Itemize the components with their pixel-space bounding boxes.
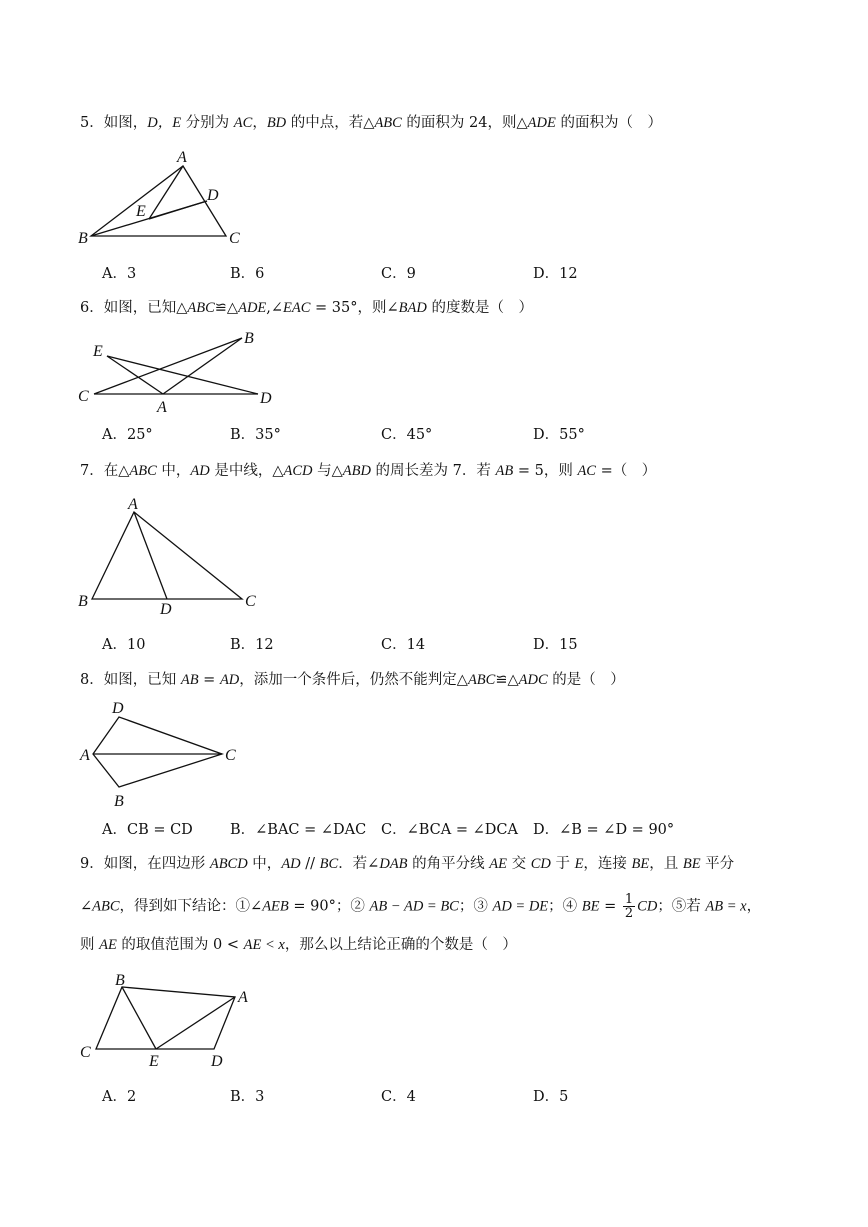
q9-option-c[interactable]: C．4 (381, 1089, 416, 1105)
q5-option-a[interactable]: A．3 (102, 266, 137, 282)
segment-ba (163, 338, 242, 394)
label-c: C (80, 1044, 91, 1061)
label-b: B (78, 230, 88, 247)
label-c: C (78, 388, 89, 405)
q9-option-b[interactable]: B．3 (230, 1089, 265, 1105)
question-6-figure (70, 325, 290, 415)
question-9-line-3: 则 AE 的取值范围为 0 < AE < x，那么以上结论正确的个数是（ ） (80, 937, 517, 953)
segment-ae (149, 166, 183, 219)
label-a: A (80, 747, 90, 764)
q6-option-a[interactable]: A．25° (102, 427, 153, 443)
q9-option-d[interactable]: D．5 (533, 1089, 569, 1105)
q7-option-a[interactable]: A．10 (102, 637, 146, 653)
q8-option-c[interactable]: C．∠BCA = ∠DCA (381, 822, 518, 838)
q7-option-b[interactable]: B．12 (230, 637, 274, 653)
label-d: D (160, 601, 172, 618)
q6-option-d[interactable]: D．55° (533, 427, 585, 443)
q5-option-c[interactable]: C．9 (381, 266, 416, 282)
segment-cb (94, 338, 242, 394)
segment-ed (107, 356, 258, 394)
label-a: A (177, 149, 187, 166)
q5-option-d[interactable]: D．12 (533, 266, 578, 282)
q6-option-c[interactable]: C．45° (381, 427, 433, 443)
question-9-line-2: ∠ABC，得到如下结论：①∠AEB = 90°；② AB − AD = BC；③ AD = DE；④ BE = $\frac{1}{2}$ CD；⑤若 AB = x， (80, 892, 762, 921)
question-7-stem: 7．在△ABC 中，AD 是中线，△ACD 与△ABD 的周长差为 7．若 AB = 5，则 AC =（ ） (80, 463, 657, 479)
question-7-figure (70, 492, 270, 617)
question-5-figure (70, 145, 260, 250)
label-c: C (245, 593, 256, 610)
label-c: C (229, 230, 240, 247)
q9-option-a[interactable]: A．2 (102, 1089, 137, 1105)
label-e: E (149, 1053, 159, 1070)
q5-option-b[interactable]: B．6 (230, 266, 265, 282)
fraction-one-half: $\frac{1}{2}$ (624, 892, 634, 921)
label-e: E (93, 343, 103, 360)
quadrilateral-abcd (96, 987, 235, 1049)
label-a: A (238, 989, 248, 1006)
label-a: A (157, 399, 167, 416)
q8-option-a[interactable]: A．CB = CD (102, 822, 193, 838)
label-d: D (211, 1053, 223, 1070)
question-8-figure (70, 698, 260, 810)
label-e: E (136, 203, 146, 220)
q8-option-b[interactable]: B．∠BAC = ∠DAC (230, 822, 367, 838)
q8-option-d[interactable]: D．∠B = ∠D = 90° (533, 822, 675, 838)
question-9-figure (70, 968, 270, 1070)
question-9-line-1: 9．如图，在四边形 ABCD 中，AD // BC．若∠DAB 的角平分线 AE 交 CD 于 E，连接 BE，且 BE 平分 (80, 856, 735, 872)
q7-option-c[interactable]: C．14 (381, 637, 426, 653)
segment-ea (107, 356, 163, 394)
label-b: B (115, 972, 125, 989)
q7-option-d[interactable]: D．15 (533, 637, 578, 653)
label-c: C (225, 747, 236, 764)
label-a: A (128, 496, 138, 513)
segment-ed (149, 201, 207, 219)
question-6-stem: 6．如图，已知△ABC≌△ADE,∠EAC = 35°，则∠BAD 的度数是（ ） (80, 300, 533, 316)
question-8-stem: 8．如图，已知 AB = AD，添加一个条件后，仍然不能判定△ABC≌△ADC 的是（ ） (80, 672, 625, 688)
label-d: D (207, 187, 219, 204)
label-b: B (244, 330, 254, 347)
label-d: D (112, 700, 124, 717)
question-5-stem: 5．如图，D，E 分别为 AC，BD 的中点，若△ABC 的面积为 24，则△ADE 的面积为（ ） (80, 115, 662, 131)
q6-option-b[interactable]: B．35° (230, 427, 281, 443)
segment-ae (156, 997, 235, 1049)
label-b: B (78, 593, 88, 610)
segment-be (122, 987, 156, 1049)
triangle-abc (92, 512, 242, 599)
label-d: D (260, 390, 272, 407)
quadrilateral-abcd (93, 717, 222, 787)
label-b: B (114, 793, 124, 810)
